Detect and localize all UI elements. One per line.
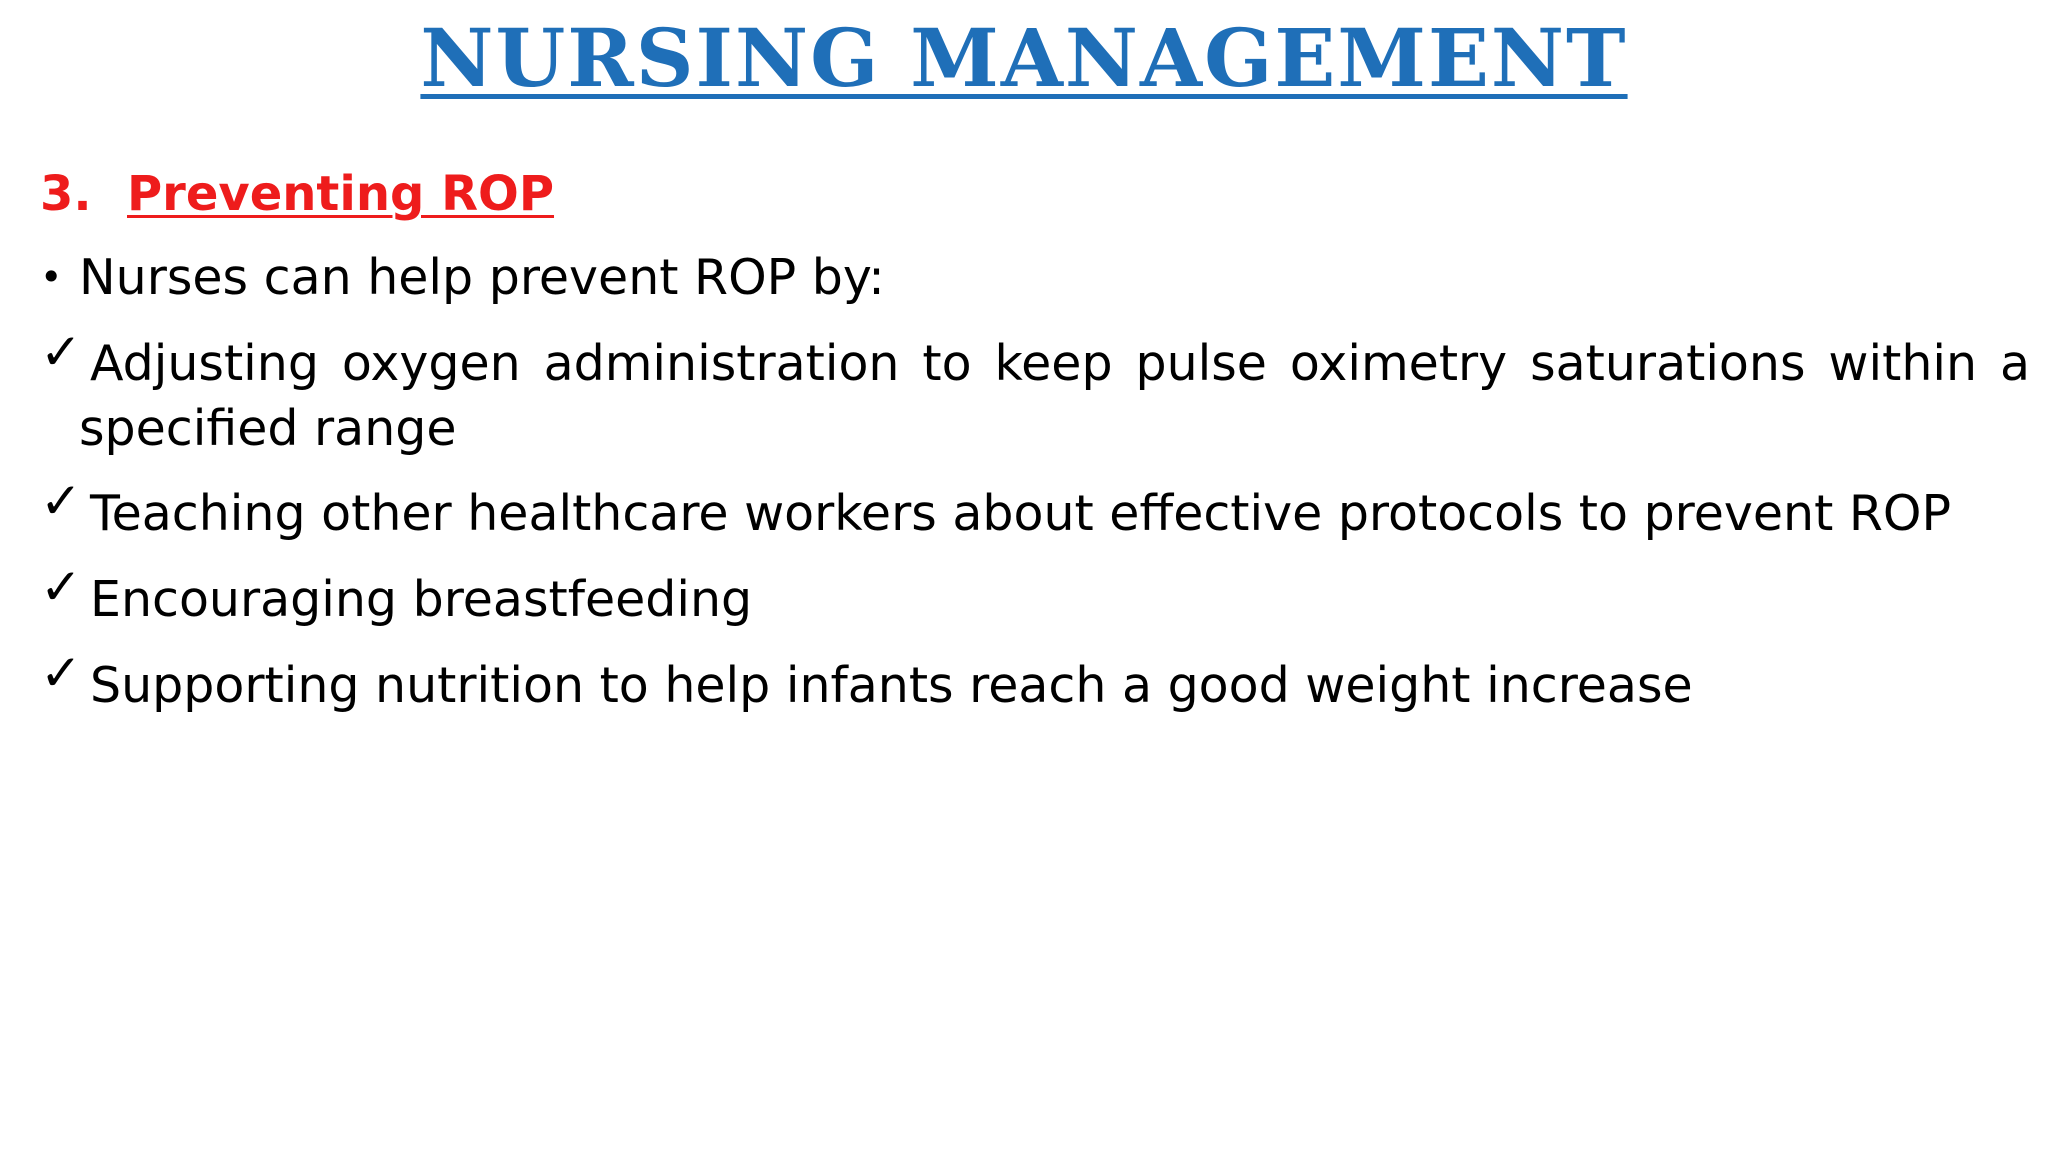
slide-title — [0, 10, 2048, 106]
check-mark-icon: ✓ — [40, 644, 82, 702]
section-heading-text: Preventing ROP — [127, 166, 555, 222]
check-item-text: Adjusting oxygen administration to keep pulse oximetry saturations within a specified range — [79, 335, 2030, 457]
slide-content — [40, 160, 2030, 738]
bullet-dot-icon: • — [40, 255, 63, 299]
check-item-2 — [40, 472, 2018, 547]
bullet-text: Nurses can help prevent ROP by: — [79, 249, 885, 306]
check-item-text: Encouraging breastfeeding — [90, 571, 753, 628]
slide-title-text: NURSING MANAGEMENT — [420, 11, 1628, 105]
check-item-1 — [40, 323, 2030, 461]
check-item-text: Teaching other healthcare workers about effective protocols to prevent ROP — [90, 485, 1952, 542]
check-mark-icon: ✓ — [40, 323, 82, 381]
check-mark-icon: ✓ — [40, 558, 82, 616]
check-item-text: Supporting nutrition to help infants reach a good weight increase — [90, 657, 1693, 714]
bullet-item — [40, 244, 2018, 311]
section-heading — [40, 160, 2018, 228]
check-item-4 — [40, 644, 2018, 719]
section-number: 3. — [40, 166, 92, 222]
check-item-3 — [40, 558, 2018, 633]
check-mark-icon: ✓ — [40, 472, 82, 530]
